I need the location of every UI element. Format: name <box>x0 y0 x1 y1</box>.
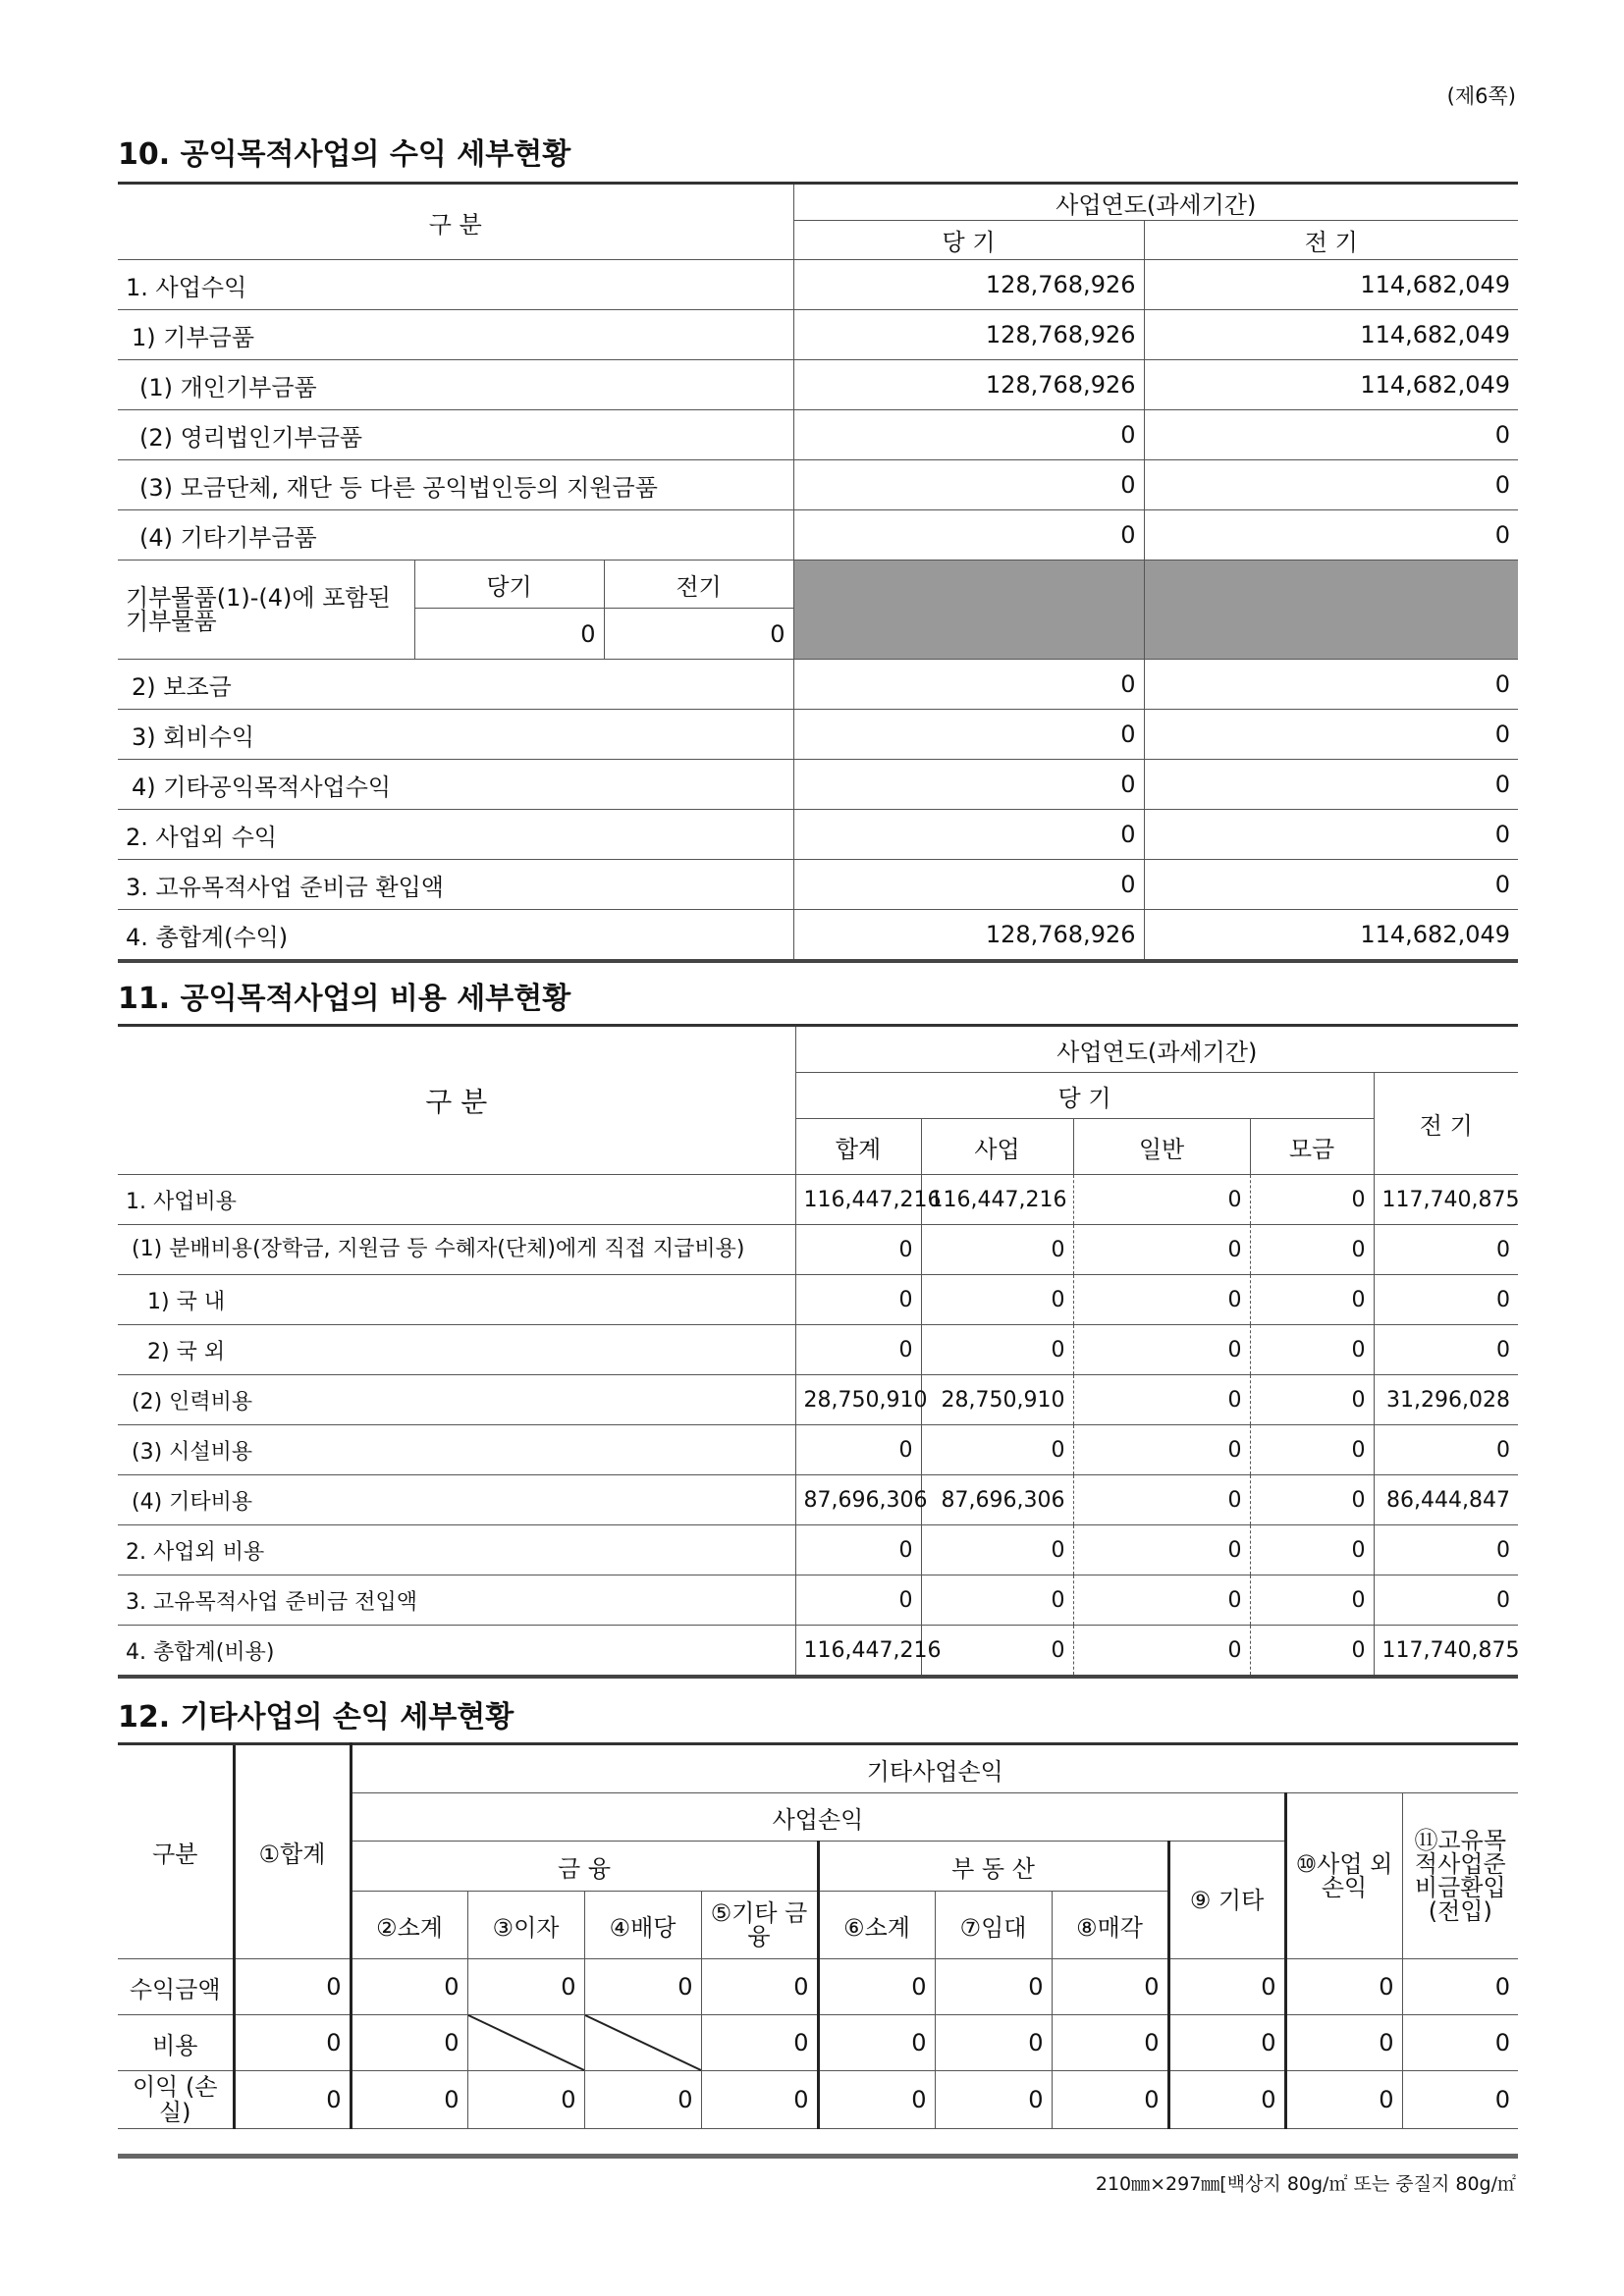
cell-value: 0 <box>1285 1959 1402 2015</box>
cell-value: 0 <box>1052 1959 1168 2015</box>
header-other-business-pl: 기타사업손익 <box>351 1744 1518 1793</box>
header-total: 합계 <box>795 1119 921 1175</box>
cell-value: 0 <box>351 1959 467 2015</box>
row-label: 비용 <box>118 2015 234 2071</box>
row-label: 1. 사업비용 <box>118 1175 795 1225</box>
cell-value: 0 <box>1052 2071 1168 2129</box>
previous-value: 31,296,028 <box>1374 1375 1518 1425</box>
table-row <box>118 1175 1518 1225</box>
previous-value: 114,682,049 <box>1144 260 1518 310</box>
diagonal-blank-cell <box>467 2015 584 2071</box>
previous-value: 114,682,049 <box>1144 310 1518 360</box>
table-row <box>118 1375 1518 1425</box>
current-value: 0 <box>793 510 1144 561</box>
row-label: 2) 보조금 <box>118 660 793 710</box>
header-subtotal-6: ⑥소계 <box>818 1892 935 1959</box>
goods-header-previous: 전기 <box>604 561 793 609</box>
cell-value: 0 <box>935 2071 1052 2129</box>
fundraising-value: 0 <box>1250 1626 1374 1678</box>
header-current: 당 기 <box>795 1073 1374 1119</box>
row-label: 1. 사업수익 <box>118 260 793 310</box>
current-value: 0 <box>793 710 1144 760</box>
previous-value: 0 <box>1144 860 1518 910</box>
goods-previous-value: 0 <box>604 609 793 660</box>
row-label: (4) 기타비용 <box>118 1475 795 1525</box>
previous-value: 0 <box>1144 460 1518 510</box>
row-label: 수익금액 <box>118 1959 234 2015</box>
table-row <box>118 760 1518 810</box>
fundraising-value: 0 <box>1250 1575 1374 1626</box>
header-subtotal-2: ②소계 <box>351 1892 467 1959</box>
fundraising-value: 0 <box>1250 1425 1374 1475</box>
row-label: (1) 분배비용(장학금, 지원금 등 수혜자(단체)에게 직접 지급비용) <box>118 1225 795 1275</box>
cell-value: 0 <box>351 2015 467 2071</box>
cell-value: 0 <box>1285 2071 1402 2129</box>
table-row <box>118 1275 1518 1325</box>
business-value: 0 <box>921 1225 1073 1275</box>
current-value: 128,768,926 <box>793 360 1144 410</box>
cell-value: 0 <box>818 2071 935 2129</box>
cell-value: 0 <box>1402 2015 1518 2071</box>
cell-value: 0 <box>1168 1959 1285 2015</box>
cell-value: 0 <box>351 2071 467 2129</box>
table-row <box>118 1325 1518 1375</box>
header-business-pl: 사업손익 <box>351 1793 1285 1842</box>
current-value: 0 <box>793 460 1144 510</box>
row-label: 2. 사업외 비용 <box>118 1525 795 1575</box>
header-reserve-11: ⑪고유목적사업준비금환입(전입) <box>1402 1793 1518 1959</box>
general-value: 0 <box>1073 1275 1250 1325</box>
goods-current-value: 0 <box>414 609 604 660</box>
header-other-9: ⑨ 기타 <box>1168 1842 1285 1959</box>
header-total-1: ①합계 <box>234 1744 351 1959</box>
footer-divider <box>118 2154 1518 2159</box>
general-value: 0 <box>1073 1375 1250 1425</box>
general-value: 0 <box>1073 1425 1250 1475</box>
total-value: 0 <box>795 1225 921 1275</box>
header-gubun: 구분 <box>118 1744 234 1959</box>
table-row <box>118 1959 1518 2015</box>
total-value: 0 <box>795 1325 921 1375</box>
business-value: 0 <box>921 1626 1073 1678</box>
header-previous: 전 기 <box>1374 1073 1518 1175</box>
business-value: 0 <box>921 1425 1073 1475</box>
general-value: 0 <box>1073 1225 1250 1275</box>
page-number: (제6쪽) <box>1446 84 1516 108</box>
section-12-title: 12. 기타사업의 손익 세부현황 <box>118 1700 514 1735</box>
shaded-cell <box>793 561 1144 660</box>
previous-value: 0 <box>1144 660 1518 710</box>
table-row <box>118 1475 1518 1525</box>
header-previous: 전 기 <box>1144 221 1518 260</box>
current-value: 128,768,926 <box>793 260 1144 310</box>
previous-value: 117,740,875 <box>1374 1626 1518 1678</box>
previous-value: 0 <box>1374 1575 1518 1626</box>
cell-value: 0 <box>584 1959 701 2015</box>
row-label: (2) 인력비용 <box>118 1375 795 1425</box>
row-label: 2. 사업외 수익 <box>118 810 793 860</box>
previous-value: 114,682,049 <box>1144 910 1518 962</box>
current-value: 0 <box>793 410 1144 460</box>
donated-goods-label: 기부물품(1)-(4)에 포함된 기부물품 <box>118 561 414 660</box>
table-row <box>118 310 1518 360</box>
fundraising-value: 0 <box>1250 1325 1374 1375</box>
total-value: 0 <box>795 1525 921 1575</box>
row-label: 이익 (손실) <box>118 2071 234 2129</box>
total-value: 116,447,216 <box>795 1626 921 1678</box>
row-label: (2) 영리법인기부금품 <box>118 410 793 460</box>
cell-value: 0 <box>701 2015 818 2071</box>
previous-value: 0 <box>1144 710 1518 760</box>
header-rent-7: ⑦임대 <box>935 1892 1052 1959</box>
table-row <box>118 510 1518 561</box>
table-row <box>118 1575 1518 1626</box>
current-value: 128,768,926 <box>793 910 1144 962</box>
table-row <box>118 860 1518 910</box>
total-value: 0 <box>795 1425 921 1475</box>
cell-value: 0 <box>1402 1959 1518 2015</box>
section-11-title: 11. 공익목적사업의 비용 세부현황 <box>118 982 571 1016</box>
table-row <box>118 660 1518 710</box>
cell-value: 0 <box>935 1959 1052 2015</box>
current-value: 0 <box>793 810 1144 860</box>
header-fundraising: 모금 <box>1250 1119 1374 1175</box>
current-value: 128,768,926 <box>793 310 1144 360</box>
row-label: 4. 총합계(비용) <box>118 1626 795 1678</box>
header-business: 사업 <box>921 1119 1073 1175</box>
current-value: 0 <box>793 860 1144 910</box>
header-interest-3: ③이자 <box>467 1892 584 1959</box>
header-finance: 금 융 <box>351 1842 818 1892</box>
table-row <box>118 1225 1518 1275</box>
general-value: 0 <box>1073 1626 1250 1678</box>
cell-value: 0 <box>234 2071 351 2129</box>
cell-value: 0 <box>467 1959 584 2015</box>
fundraising-value: 0 <box>1250 1225 1374 1275</box>
business-value: 0 <box>921 1525 1073 1575</box>
row-label: (1) 개인기부금품 <box>118 360 793 410</box>
previous-value: 0 <box>1374 1275 1518 1325</box>
business-value: 116,447,216 <box>921 1175 1073 1225</box>
fundraising-value: 0 <box>1250 1275 1374 1325</box>
goods-header-current: 당기 <box>414 561 604 609</box>
cell-value: 0 <box>234 2015 351 2071</box>
previous-value: 0 <box>1144 760 1518 810</box>
previous-value: 86,444,847 <box>1374 1475 1518 1525</box>
header-real-estate: 부 동 산 <box>818 1842 1168 1892</box>
row-label: 1) 국 내 <box>118 1275 795 1325</box>
cell-value: 0 <box>467 2071 584 2129</box>
cell-value: 0 <box>701 2071 818 2129</box>
table-row <box>118 410 1518 460</box>
table-row <box>118 1425 1518 1475</box>
fundraising-value: 0 <box>1250 1375 1374 1425</box>
previous-value: 114,682,049 <box>1144 360 1518 410</box>
table-row <box>118 1525 1518 1575</box>
cell-value: 0 <box>1052 2015 1168 2071</box>
header-fiscal-year: 사업연도(과세기간) <box>795 1026 1518 1073</box>
other-business-pl-table <box>118 1742 1518 2129</box>
table-row <box>118 810 1518 860</box>
row-label: 3. 고유목적사업 준비금 환입액 <box>118 860 793 910</box>
general-value: 0 <box>1073 1325 1250 1375</box>
row-label: 4. 총합계(수익) <box>118 910 793 962</box>
cell-value: 0 <box>234 1959 351 2015</box>
row-label: 1) 기부금품 <box>118 310 793 360</box>
header-non-business-pl-10: ⑩사업 외손익 <box>1285 1793 1402 1959</box>
cell-value: 0 <box>818 1959 935 2015</box>
table-row <box>118 260 1518 310</box>
cell-value: 0 <box>1402 2071 1518 2129</box>
total-value: 0 <box>795 1275 921 1325</box>
business-value: 28,750,910 <box>921 1375 1073 1425</box>
cell-value: 0 <box>1168 2071 1285 2129</box>
total-value: 116,447,216 <box>795 1175 921 1225</box>
previous-value: 117,740,875 <box>1374 1175 1518 1225</box>
cell-value: 0 <box>701 1959 818 2015</box>
previous-value: 0 <box>1374 1425 1518 1475</box>
cell-value: 0 <box>818 2015 935 2071</box>
general-value: 0 <box>1073 1525 1250 1575</box>
table-row <box>118 1626 1518 1678</box>
total-value: 0 <box>795 1575 921 1626</box>
row-label: 3) 회비수익 <box>118 710 793 760</box>
header-dividend-4: ④배당 <box>584 1892 701 1959</box>
row-label: 2) 국 외 <box>118 1325 795 1375</box>
business-value: 0 <box>921 1275 1073 1325</box>
shaded-cell <box>1144 561 1518 660</box>
table-row <box>118 460 1518 510</box>
table-row <box>118 710 1518 760</box>
general-value: 0 <box>1073 1475 1250 1525</box>
header-sale-8: ⑧매각 <box>1052 1892 1168 1959</box>
current-value: 0 <box>793 660 1144 710</box>
current-value: 0 <box>793 760 1144 810</box>
previous-value: 0 <box>1144 810 1518 860</box>
business-value: 87,696,306 <box>921 1475 1073 1525</box>
header-current: 당 기 <box>793 221 1144 260</box>
table-row <box>118 2015 1518 2071</box>
row-label: 3. 고유목적사업 준비금 전입액 <box>118 1575 795 1626</box>
cell-value: 0 <box>1285 2015 1402 2071</box>
previous-value: 0 <box>1144 510 1518 561</box>
total-value: 28,750,910 <box>795 1375 921 1425</box>
table-row <box>118 360 1518 410</box>
expense-detail-table <box>118 1024 1518 1679</box>
cell-value: 0 <box>584 2071 701 2129</box>
header-fiscal-year: 사업연도(과세기간) <box>793 184 1518 221</box>
section-10-title: 10. 공익목적사업의 수익 세부현황 <box>118 137 571 172</box>
previous-value: 0 <box>1374 1225 1518 1275</box>
diagonal-blank-cell <box>584 2015 701 2071</box>
paper-spec-footer: 210㎜×297㎜[백상지 80g/㎡ 또는 중질지 80g/㎡ <box>1095 2173 1516 2195</box>
business-value: 0 <box>921 1325 1073 1375</box>
header-gubun: 구 분 <box>118 1026 795 1175</box>
general-value: 0 <box>1073 1175 1250 1225</box>
header-gubun: 구 분 <box>118 184 793 260</box>
cell-value: 0 <box>935 2015 1052 2071</box>
row-label: 4) 기타공익목적사업수익 <box>118 760 793 810</box>
row-label: (3) 모금단체, 재단 등 다른 공익법인등의 지원금품 <box>118 460 793 510</box>
revenue-detail-table <box>118 182 1518 963</box>
table-row <box>118 910 1518 962</box>
cell-value: 0 <box>1168 2015 1285 2071</box>
fundraising-value: 0 <box>1250 1475 1374 1525</box>
total-value: 87,696,306 <box>795 1475 921 1525</box>
general-value: 0 <box>1073 1575 1250 1626</box>
row-label: (3) 시설비용 <box>118 1425 795 1475</box>
table-row <box>118 2071 1518 2129</box>
fundraising-value: 0 <box>1250 1525 1374 1575</box>
previous-value: 0 <box>1374 1525 1518 1575</box>
previous-value: 0 <box>1374 1325 1518 1375</box>
header-other-finance-5: ⑤기타 금융 <box>701 1892 818 1959</box>
header-general: 일반 <box>1073 1119 1250 1175</box>
previous-value: 0 <box>1144 410 1518 460</box>
business-value: 0 <box>921 1575 1073 1626</box>
row-label: (4) 기타기부금품 <box>118 510 793 561</box>
fundraising-value: 0 <box>1250 1175 1374 1225</box>
